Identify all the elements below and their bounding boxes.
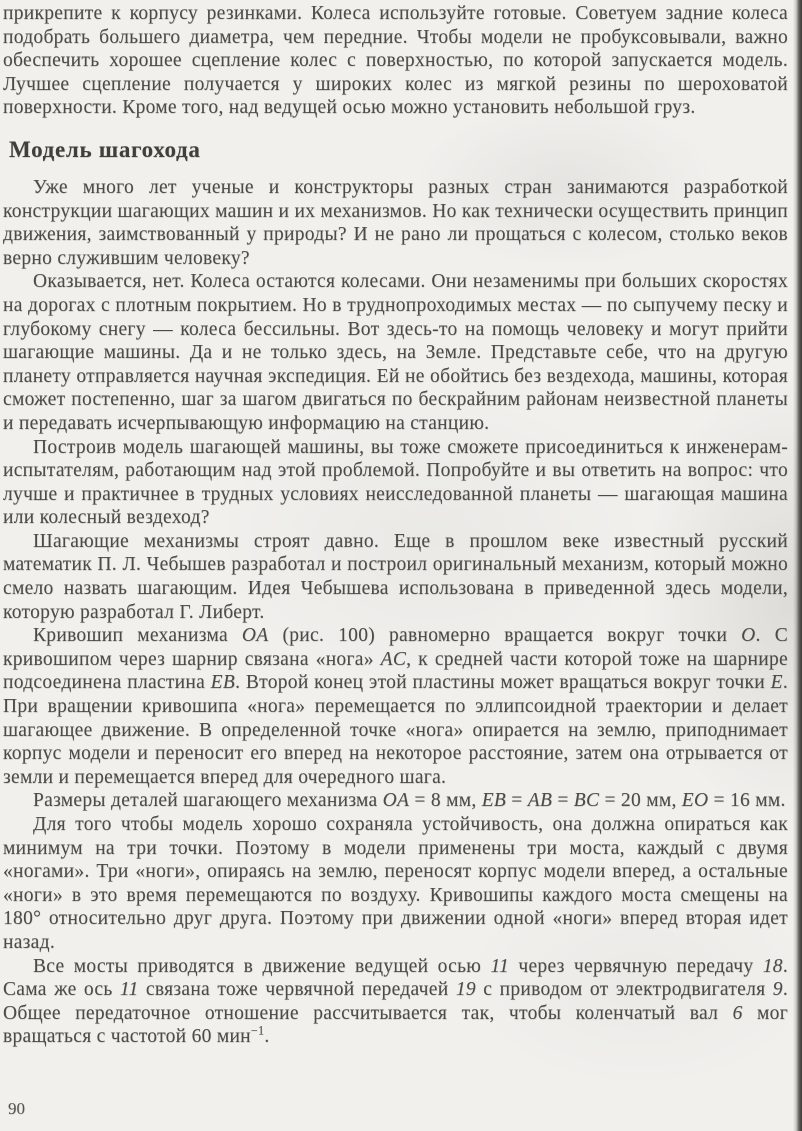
text-run: Для того чтобы модель хорошо сохраняла устойчивость, она должна опираться как минимум на три точки. Поэтому в модели применены три моста, каждый с двумя «ногами». Три «ноги», опираясь на землю, переносят корпус модели вперед, а остальные «ноги» в это время перемещаются по воздуху. Кривошипы каждого моста смещены на 180° относительно друг друга. Поэтому при движении одной «ноги» вперед вторая идет назад.	[3, 814, 788, 953]
paragraph	[3, 2, 788, 120]
text-run: , к средней части которой тоже на шарнире подсоединена пластина	[3, 648, 788, 694]
section-paragraphs	[3, 176, 788, 1049]
paragraph	[3, 955, 788, 1049]
text-run: . Сама же ось	[3, 955, 788, 1001]
text-run: =	[552, 790, 574, 812]
text-run: с приводом от электродвигателя	[475, 979, 773, 1001]
text-run: прикрепите к корпусу резинками. Колеса используйте готовые. Советуем задние колеса подобрать большего диаметра, чем передние. Чтобы модели не пробуксовывали, важно обеспечить хорошее сцепление колес с поверхностью, по которой запускается модель. Лучшее сцепление получается у широких колес из мягкой резины по шероховатой поверхности. Кроме того, над ведущей осью можно установить небольшой груз.	[3, 3, 788, 119]
italic-run: BC	[573, 790, 600, 812]
paragraph	[3, 530, 788, 624]
text-run: . С кривошипом через шарнир связана «нога»	[3, 625, 788, 670]
italic-run: OA	[382, 790, 410, 812]
italic-run: 6	[732, 1002, 743, 1024]
text-run: связана тоже червячной передачей	[138, 979, 456, 1001]
section-heading: Модель шагохода	[9, 136, 201, 162]
scan-edge-shadow	[793, 0, 802, 1131]
italic-run: O	[741, 625, 756, 647]
text-run: Построив модель шагающей машины, вы тоже сможете присоединиться к инженерам-испытателям, работающим над этой проблемой. Попробуйте и вы ответить на вопрос: что лучше и практичнее в трудных условиях неисследованной планеты — шагающая машина или колесный вездеход?	[3, 436, 788, 529]
text-run: .	[264, 1026, 270, 1048]
italic-run: E	[770, 672, 783, 694]
paragraph	[3, 176, 788, 270]
intro-paragraphs	[3, 2, 788, 120]
text-run: Кривошип механизма	[33, 625, 242, 647]
italic-run: AC	[380, 648, 407, 670]
text-run: через червячную передачу	[509, 955, 763, 977]
text-run: = 20 мм,	[599, 790, 682, 812]
page-number: 90	[8, 1099, 25, 1118]
italic-run: 19	[455, 979, 476, 1001]
text-run: . При вращении кривошипа «нога» перемещается по эллипсоидной траектории и делает шагающее движение. В определенной точке «нога» опирается на землю, приподнимает корпус модели и переносит его вперед на некоторое расстояние, затем она отрывается от земли и перемещается вперед для очередного шага.	[3, 672, 788, 788]
italic-run: OA	[241, 625, 269, 647]
text-run: = 8 мм,	[409, 790, 482, 812]
paragraph	[3, 813, 788, 955]
text-run: Шагающие механизмы строят давно. Еще в прошлом веке известный русский математик П. Л. Чебышев разработал и построил оригинальный механизм, который можно смело назвать шагающим. Идея Чебышева использована в приведенной здесь модели, которую разработал Г. Либерт.	[3, 530, 788, 623]
superscript-run: −1	[250, 1023, 265, 1038]
text-run: Размеры деталей шагающего механизма	[33, 790, 383, 812]
text-run: Уже много лет ученые и конструкторы разных стран занимаются разработкой конструкции шагающих машин и их механизмов. Но как технически осуществить принцип движения, заимствованный у природы? И не рано ли прощаться с колесом, столько веков верно служившим человеку?	[3, 176, 788, 269]
text-run: . Второй конец этой пластины может вращаться вокруг точки	[235, 672, 771, 694]
text-run: = 16 мм.	[708, 790, 786, 812]
italic-run: 11	[490, 955, 510, 977]
italic-run: 18	[762, 955, 783, 977]
italic-run: 11	[119, 979, 139, 1001]
paragraph	[3, 436, 788, 530]
text-run: Все мосты приводятся в движение ведущей осью	[33, 955, 491, 977]
paragraph	[3, 789, 788, 813]
text-run: мог вращаться с частотой 60 мин	[3, 1002, 788, 1048]
text-run: (рис. 100) равномерно вращается вокруг точки	[268, 625, 742, 647]
paragraph	[3, 624, 788, 789]
paragraph	[3, 270, 788, 435]
text-run: =	[506, 790, 528, 812]
italic-run: 9	[772, 979, 783, 1001]
text-run: Оказывается, нет. Колеса остаются колесами. Они незаменимы при больших скоростях на дорогах с плотным покрытием. Но в труднопроходимых местах — по сыпучему песку и глубокому снегу — колеса бессильны. Вот здесь-то на помощь человеку и могут прийти шагающие машины. Да и не только здесь, на Земле. Представьте себе, что на другую планету отправляется научная экспедиция. Ей не обойтись без вездехода, машины, которая сможет постепенно, шаг за шагом двигаться по бескрайним районам неизвестной планеты и передавать исчерпывающую информацию на станцию.	[3, 271, 788, 434]
italic-run: EB	[210, 672, 236, 694]
italic-run: AB	[527, 790, 553, 812]
italic-run: EB	[481, 790, 507, 812]
text-run: . Общее передаточное отношение рассчитывается так, чтобы коленчатый вал	[3, 979, 788, 1024]
italic-run: EO	[681, 790, 709, 812]
